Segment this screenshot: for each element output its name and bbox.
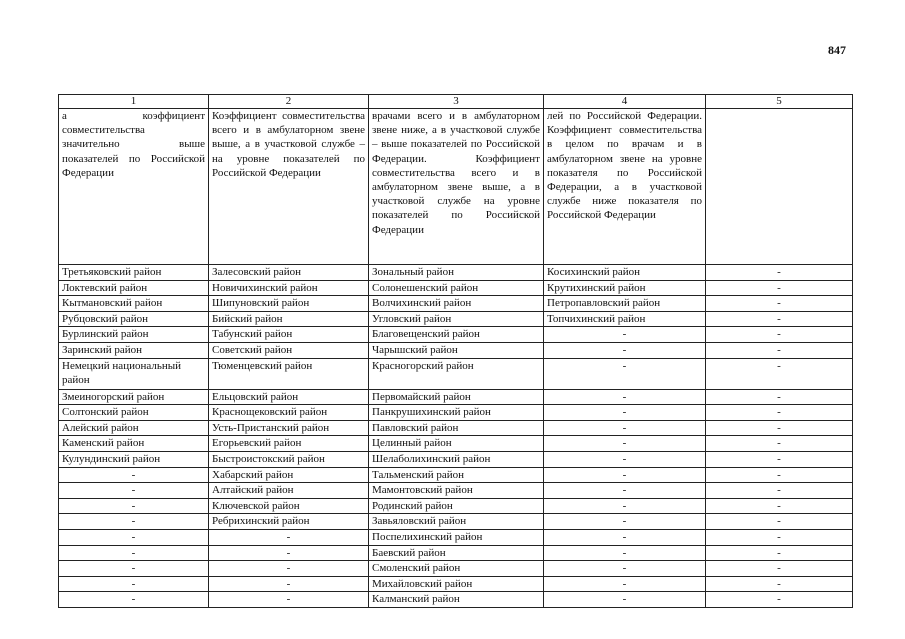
table-cell: Хабарский район bbox=[209, 467, 369, 483]
table-cell: - bbox=[59, 576, 209, 592]
table-cell: Бийский район bbox=[209, 311, 369, 327]
table-cell: Солтонский район bbox=[59, 405, 209, 421]
table-cell: - bbox=[544, 483, 706, 499]
table-cell: Рубцовский район bbox=[59, 311, 209, 327]
table-cell: Тюменцевский район bbox=[209, 358, 369, 389]
table-cell: - bbox=[59, 467, 209, 483]
table-cell: - bbox=[706, 296, 853, 312]
table-cell: - bbox=[544, 467, 706, 483]
table-cell: Красногорский район bbox=[369, 358, 544, 389]
table-cell: - bbox=[706, 483, 853, 499]
table-cell: Локтевский район bbox=[59, 280, 209, 296]
header-cell bbox=[706, 109, 853, 265]
table-row bbox=[59, 296, 853, 312]
table-cell: - bbox=[544, 405, 706, 421]
table-cell: Третьяковский район bbox=[59, 265, 209, 281]
table-cell: - bbox=[544, 451, 706, 467]
table-cell: - bbox=[706, 498, 853, 514]
table-cell: - bbox=[209, 561, 369, 577]
table-cell: Каменский район bbox=[59, 436, 209, 452]
header-row bbox=[59, 109, 853, 265]
table-cell: - bbox=[59, 545, 209, 561]
table-row bbox=[59, 451, 853, 467]
table-cell: Зональный район bbox=[369, 265, 544, 281]
table-cell: - bbox=[209, 592, 369, 608]
table-cell: Залесовский район bbox=[209, 265, 369, 281]
table-cell: - bbox=[209, 529, 369, 545]
column-number: 3 bbox=[369, 95, 544, 109]
table-cell: - bbox=[544, 514, 706, 530]
table-cell: Кулундинский район bbox=[59, 451, 209, 467]
table-cell: Табунский район bbox=[209, 327, 369, 343]
table-cell: - bbox=[706, 358, 853, 389]
table-cell: - bbox=[544, 498, 706, 514]
table-row bbox=[59, 498, 853, 514]
column-number: 4 bbox=[544, 95, 706, 109]
table-cell: Советский район bbox=[209, 342, 369, 358]
table-cell: Кытмановский район bbox=[59, 296, 209, 312]
table-row bbox=[59, 592, 853, 608]
table-cell: - bbox=[706, 467, 853, 483]
table-cell: - bbox=[59, 561, 209, 577]
table-row bbox=[59, 280, 853, 296]
table-cell: Алейский район bbox=[59, 420, 209, 436]
column-number: 5 bbox=[706, 95, 853, 109]
table-cell: - bbox=[544, 436, 706, 452]
table-cell: - bbox=[209, 545, 369, 561]
table-cell: - bbox=[706, 576, 853, 592]
table-cell: Бурлинский район bbox=[59, 327, 209, 343]
table-cell: Михайловский район bbox=[369, 576, 544, 592]
column-number-row bbox=[59, 95, 853, 109]
table-cell: - bbox=[209, 576, 369, 592]
table-cell: Шелаболихинский район bbox=[369, 451, 544, 467]
table-cell: - bbox=[706, 405, 853, 421]
table-row bbox=[59, 545, 853, 561]
table-row bbox=[59, 420, 853, 436]
table-row bbox=[59, 529, 853, 545]
table-cell: - bbox=[706, 592, 853, 608]
table-cell: Мамонтовский район bbox=[369, 483, 544, 499]
table-cell: - bbox=[544, 529, 706, 545]
header-cell: Коэффициент совместительства всего и в амбулаторном звене выше, а в участковой службе – на уровне показателей по Российской Федерации bbox=[209, 109, 369, 265]
table-cell: Тальменский район bbox=[369, 467, 544, 483]
table-cell: - bbox=[706, 514, 853, 530]
table-cell: Панкрушихинский район bbox=[369, 405, 544, 421]
table-row bbox=[59, 483, 853, 499]
table-cell: - bbox=[544, 592, 706, 608]
table-row bbox=[59, 311, 853, 327]
table-cell: Волчихинский район bbox=[369, 296, 544, 312]
table-cell: - bbox=[544, 576, 706, 592]
table-cell: Поспелихинский район bbox=[369, 529, 544, 545]
table-cell: - bbox=[59, 498, 209, 514]
table-cell: Краснощековский район bbox=[209, 405, 369, 421]
table-cell: - bbox=[706, 529, 853, 545]
table-cell: - bbox=[544, 561, 706, 577]
table-cell: Косихинский район bbox=[544, 265, 706, 281]
table-cell: - bbox=[544, 358, 706, 389]
table-cell: - bbox=[706, 420, 853, 436]
table-cell: - bbox=[706, 545, 853, 561]
table-cell: - bbox=[706, 311, 853, 327]
header-cell: а коэффициент совместительства значительно выше показателей по Российской Федерации bbox=[59, 109, 209, 265]
table-cell: Змеиногорский район bbox=[59, 389, 209, 405]
table-cell: - bbox=[706, 451, 853, 467]
table-cell: - bbox=[706, 561, 853, 577]
table-cell: Завьяловский район bbox=[369, 514, 544, 530]
table-row bbox=[59, 342, 853, 358]
table-row bbox=[59, 514, 853, 530]
districts-table bbox=[58, 94, 853, 608]
table-cell: Целинный район bbox=[369, 436, 544, 452]
header-cell: лей по Российской Федерации. Коэффициент совместительства в целом по врачам и в амбулаторном звене на уровне показателя по Российской Федерации, а в участковой службе ниже показателя по Российской Федерации bbox=[544, 109, 706, 265]
table-cell: - bbox=[544, 327, 706, 343]
table-row bbox=[59, 265, 853, 281]
table-row bbox=[59, 436, 853, 452]
table-cell: Благовещенский район bbox=[369, 327, 544, 343]
table-cell: - bbox=[544, 545, 706, 561]
table-cell: Шипуновский район bbox=[209, 296, 369, 312]
table-cell: - bbox=[706, 280, 853, 296]
table-cell: Топчихинский район bbox=[544, 311, 706, 327]
table-cell: - bbox=[59, 514, 209, 530]
table-cell: - bbox=[544, 389, 706, 405]
header-cell: врачами всего и в амбулаторном звене ниже, а в участковой службе – выше показателей по Российской Федерации. Коэффициент совместительства всего и в амбулаторном звене выше, а в участковой службе на уровне показателей по Российской Федерации bbox=[369, 109, 544, 265]
table-row bbox=[59, 561, 853, 577]
table-cell: Солонешенский район bbox=[369, 280, 544, 296]
table-cell: Смоленский район bbox=[369, 561, 544, 577]
table-cell: Новичихинский район bbox=[209, 280, 369, 296]
table-cell: Петропавловский район bbox=[544, 296, 706, 312]
table-cell: - bbox=[706, 265, 853, 281]
column-number: 2 bbox=[209, 95, 369, 109]
table-cell: Первомайский район bbox=[369, 389, 544, 405]
table-cell: Немецкий национальный район bbox=[59, 358, 209, 389]
table-cell: Алтайский район bbox=[209, 483, 369, 499]
table-cell: Ключевской район bbox=[209, 498, 369, 514]
table-cell: Усть-Пристанский район bbox=[209, 420, 369, 436]
page-number: 847 bbox=[828, 43, 846, 57]
table-cell: Баевский район bbox=[369, 545, 544, 561]
table-cell: Заринский район bbox=[59, 342, 209, 358]
table-cell: - bbox=[706, 436, 853, 452]
table-cell: - bbox=[544, 420, 706, 436]
table-cell: Крутихинский район bbox=[544, 280, 706, 296]
table-row bbox=[59, 327, 853, 343]
table-cell: Угловский район bbox=[369, 311, 544, 327]
table-cell: Родинский район bbox=[369, 498, 544, 514]
table-cell: Ельцовский район bbox=[209, 389, 369, 405]
table-cell: - bbox=[59, 529, 209, 545]
table-row bbox=[59, 467, 853, 483]
table-cell: - bbox=[59, 592, 209, 608]
table-cell: - bbox=[59, 483, 209, 499]
column-number: 1 bbox=[59, 95, 209, 109]
table-cell: - bbox=[706, 342, 853, 358]
table-cell: Быстроистокский район bbox=[209, 451, 369, 467]
table-row bbox=[59, 576, 853, 592]
table-row bbox=[59, 405, 853, 421]
table-cell: - bbox=[706, 327, 853, 343]
table-cell: Павловский район bbox=[369, 420, 544, 436]
table-row bbox=[59, 358, 853, 389]
table-row bbox=[59, 389, 853, 405]
table-cell: Егорьевский район bbox=[209, 436, 369, 452]
table-cell: Калманский район bbox=[369, 592, 544, 608]
table-cell: Чарышский район bbox=[369, 342, 544, 358]
table-cell: Ребрихинский район bbox=[209, 514, 369, 530]
table-cell: - bbox=[706, 389, 853, 405]
table-cell: - bbox=[544, 342, 706, 358]
